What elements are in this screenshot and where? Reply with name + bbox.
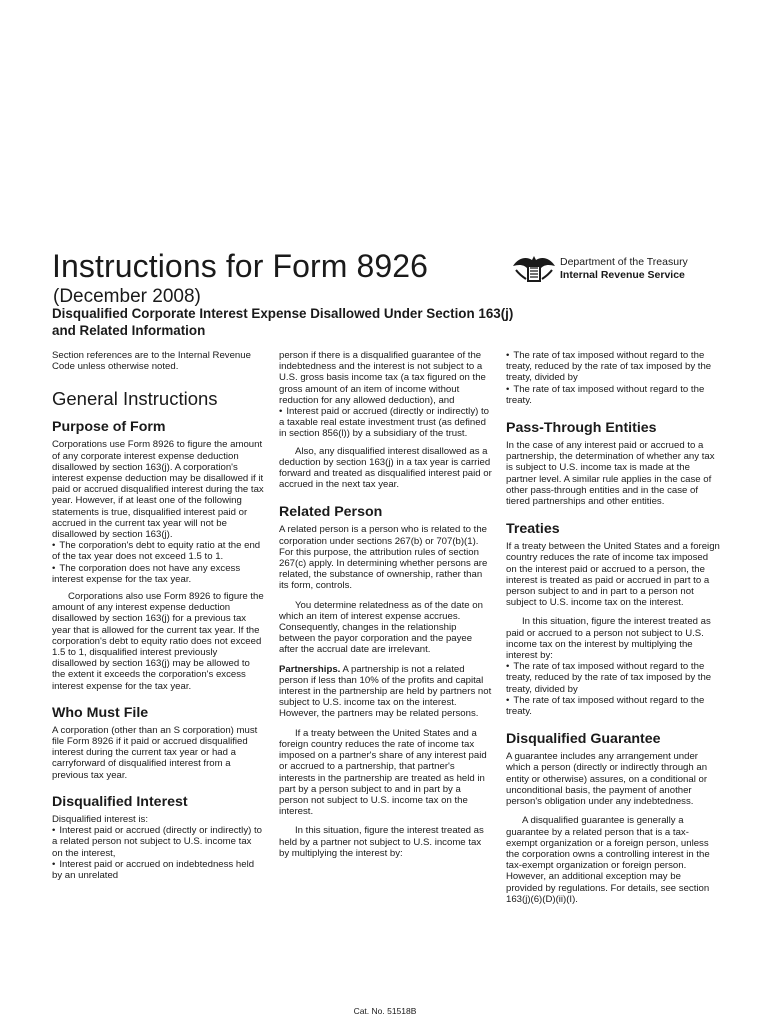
partnerships-run-in-heading: Partnerships.: [279, 663, 341, 675]
dq-continuation: person if there is a disqualified guarantee of the indebtedness and the interest is not subject to a U.S. gross basis income tax (a tax figured on the gross amount of an item of income without reduction for any allowed deduction), and: [279, 350, 486, 406]
pass-through-paragraph: In the case of any interest paid or accrued to a partnership, the determination of whether any tax is subject to U.S. income tax is made at the partner level. A similar rule applies in the case of other pass-through entities and in the case of tiered partnerships and other entities.: [506, 440, 715, 508]
department-name: Department of the Treasury: [560, 256, 688, 268]
agency-name: Internal Revenue Service: [560, 269, 685, 281]
disqualified-interest-bullets: [52, 825, 264, 881]
treaty-rate-bullet-2: • The rate of tax imposed without regard to the treaty.: [506, 695, 720, 717]
disqualified-guarantee-paragraph-2: A disqualified guarantee is generally a guarantee by a related person that is a tax-exempt organization or a foreign person, unless the corporation owns a controlling interest in the tax-exempt organization or foreign person. However, an additional exception may be provided by regulations. For details, see section 163(j)(6)(D)(ii)(I).: [506, 815, 710, 905]
form-edition: (December 2008): [53, 286, 201, 307]
treaties-paragraph-2: In this situation, figure the interest treated as paid or accrued to a person not subject to U.S. income tax on the interest by multiplying the interest by:: [506, 616, 711, 662]
related-person-paragraph-1: A related person is a person who is related to the corporation under sections 267(b) or 707(b)(1). For this purpose, the attribution rules of section 267(c) apply. In determining whether persons are related, the substance of ownership, rather than its form, controls.: [279, 524, 488, 592]
purpose-bullets: [52, 540, 264, 585]
subtitle-line-2: and Related Information: [52, 323, 206, 338]
disqualified-guarantee-paragraph-1: A guarantee includes any arrangement under which a person (directly or indirectly through an entity or otherwise) assures, on a conditional or unconditional basis, the payment of another person's obligation under any indebtedness.: [506, 751, 708, 808]
purpose-paragraph-1: Corporations use Form 8926 to figure the amount of any corporate interest expense deduction disallowed by section 163(j). A corporation's interest expense deduction may be disallowed if it paid or accrued disqualified interest during the tax year. However, if at least one of the following statements is true, disqualified interest paid or accrued in the current tax year will not be disallowed by section 163(j).: [52, 439, 264, 541]
treaty-rate-bullet-1: • The rate of tax imposed without regard to the treaty, reduced by the rate of tax imposed by the treaty, divided by: [506, 661, 720, 695]
carryforward-paragraph: Also, any disqualified interest disallowed as a deduction by section 163(j) in a tax year is carried forward and treated as disqualified interest paid or accrued in the next tax year.: [279, 445, 492, 491]
dq-bullet-2: • Interest paid or accrued on indebtedness held by an unrelated: [52, 859, 264, 881]
partner-rate-bullet-2: • The rate of tax imposed without regard to the treaty.: [506, 384, 720, 406]
page-title: Instructions for Form 8926: [52, 248, 429, 284]
disqualified-interest-heading: Disqualified Interest: [52, 793, 188, 810]
partner-rate-bullet-1: • The rate of tax imposed without regard to the treaty, reduced by the rate of tax imposed by the treaty, divided by: [506, 350, 720, 384]
column-1: [52, 350, 264, 881]
partner-rate-bullets: [506, 350, 720, 406]
agency-block: [510, 252, 688, 286]
purpose-bullet-2: • The corporation does not have any excess interest expense for the tax year.: [52, 563, 264, 585]
general-instructions-heading: General Instructions: [52, 388, 218, 410]
treaties-heading: Treaties: [506, 521, 560, 538]
disqualified-interest-intro: Disqualified interest is:: [52, 813, 148, 825]
who-must-file-heading: Who Must File: [52, 704, 149, 721]
related-person-paragraph-2: You determine relatedness as of the date on which an item of interest expense accrues. Consequently, changes in the relationship between the payor corporation and the payee after the accrual date are irrelevant.: [279, 599, 483, 656]
treaty-partner-paragraph: If a treaty between the United States and a foreign country reduces the rate of income tax imposed on a partner's share of any interest paid or accrued to a partnership, that partner's interests in the partnership are treated as held in part by a person subject to and in part by a person not subject to U.S. income tax on the interest.: [279, 727, 487, 818]
column-3: [506, 350, 720, 905]
intro-text: Section references are to the Internal Revenue Code unless otherwise noted.: [52, 350, 251, 373]
irs-eagle-logo-icon: [510, 252, 558, 286]
partnerships-text: A partnership is not a related person if less than 10% of the profits and capital interest in the partnership are held by partners not subject to U.S. income tax on the interest. However, the partners may be related persons.: [279, 663, 492, 720]
partner-situation-paragraph: In this situation, figure the interest treated as held by a partner not subject to U.S. income tax by multiplying the interest by:: [279, 825, 484, 859]
who-must-file-paragraph: A corporation (other than an S corporation) must file Form 8926 if it paid or accrued disqualified interest during the current tax year or had a carryforward of disqualified interest from a previous tax year.: [52, 724, 258, 781]
treaties-paragraph-1: If a treaty between the United States and a foreign country reduces the rate of income tax imposed on the interest paid or accrued to a person, the interest is treated as paid or accrued in part to a person subject to and in part to a person not subject to U.S. income tax on the interest.: [506, 541, 720, 609]
form-subtitle: [52, 305, 692, 339]
purpose-heading: Purpose of Form: [52, 419, 166, 436]
disqualified-guarantee-heading: Disqualified Guarantee: [506, 731, 661, 748]
dq-bullet-1: • Interest paid or accrued (directly or indirectly) to a related person not subject to U.S. income tax on the interest,: [52, 825, 264, 859]
catalog-number: Cat. No. 51518B: [353, 1006, 417, 1016]
partnerships-paragraph: [279, 664, 492, 720]
subtitle-line-1: Disqualified Corporate Interest Expense Disallowed Under Section 163(j): [52, 306, 514, 321]
pass-through-heading: Pass-Through Entities: [506, 420, 657, 437]
dq-bullet-3: • Interest paid or accrued (directly or indirectly) to a taxable real estate investment trust (as defined in section 856(l)) by a subsidiary of the trust.: [279, 406, 492, 440]
dq-continuation-bullets: [279, 406, 492, 440]
treaty-rate-bullets: [506, 661, 720, 717]
column-2: [279, 350, 492, 859]
purpose-paragraph-2: Corporations also use Form 8926 to figure the amount of any interest expense deduction disallowed by section 163(j) for a previous tax year that is allowed for the current tax year. If the corporation's debt to equity ratio does not exceed 1.5 to 1, disqualified interest previously disallowed by section 163(j) may be allowed to the extent it exceeds the corporation's excess interest expense for the tax year.: [52, 591, 264, 692]
related-person-heading: Related Person: [279, 504, 383, 521]
purpose-bullet-1: • The corporation's debt to equity ratio at the end of the tax year does not exceed 1.5 to 1.: [52, 540, 264, 562]
agency-text: [560, 256, 688, 282]
